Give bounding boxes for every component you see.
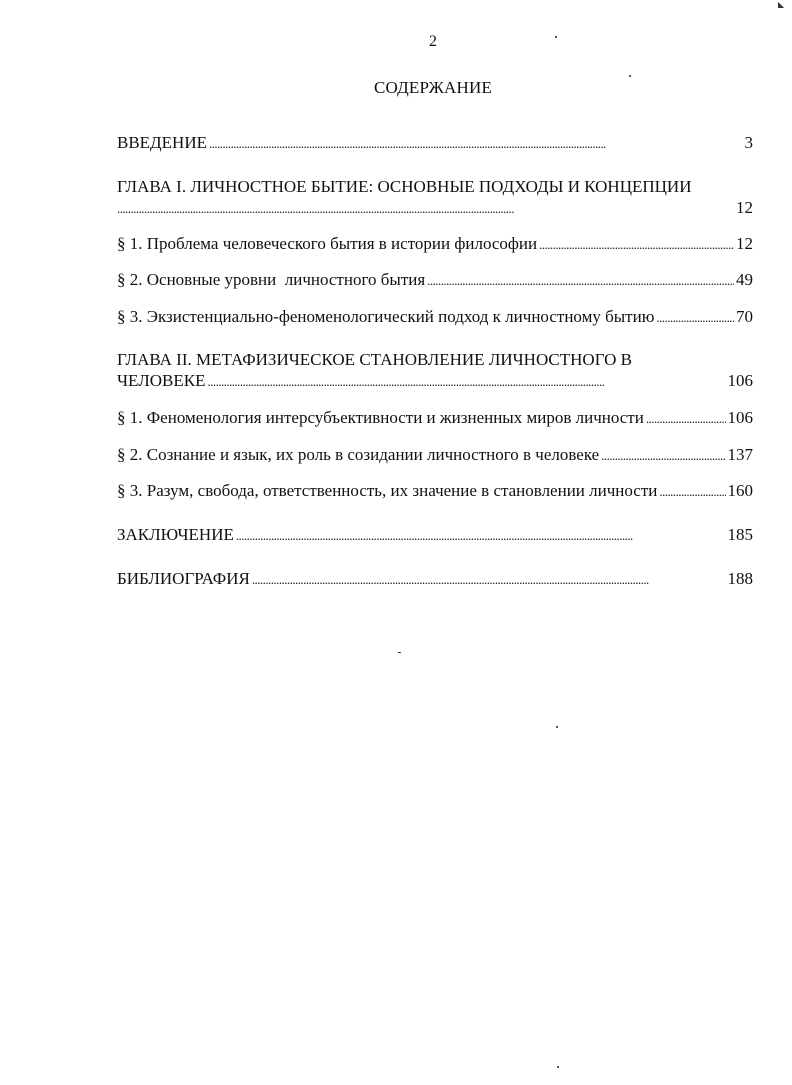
toc-entry-page: 106 [727,371,753,390]
toc-entry-page: 3 [744,133,753,152]
dot-leader [646,408,726,429]
toc-entry-label: § 3. Разум, свобода, ответственность, их значение в становлении личности [117,481,658,500]
dot-leader [209,133,743,154]
toc-entry-conclusion[interactable] [117,525,753,546]
toc-entry-bibliography[interactable] [117,569,753,590]
toc-entry-label: ЗАКЛЮЧЕНИЕ [117,525,234,544]
dot-leader [117,198,734,219]
toc-entry-label: § 3. Экзистенциально-феноменологический подход к личностному бытию [117,307,655,326]
toc-entry-chapter1-leader [117,198,753,219]
toc-entry-page: 188 [727,569,753,588]
toc-entry-intro[interactable] [117,133,753,154]
dot-leader [601,445,725,466]
toc-entry-label: § 2. Сознание и язык, их роль в созидании личностного в человеке [117,445,600,464]
toc-entry-ch2-sec1[interactable] [117,408,753,429]
toc-entry-page: 160 [727,481,753,500]
dot-leader [656,307,734,328]
scan-speck [556,726,558,728]
toc-entry-ch1-sec3[interactable] [117,307,753,328]
dot-leader [252,569,726,590]
toc-entry-page: 12 [736,198,753,217]
toc-entry-chapter2[interactable] [117,371,753,392]
toc-entry-ch2-sec3[interactable] [117,481,753,502]
toc-entry-chapter2-title[interactable]: ГЛАВА II. МЕТАФИЗИЧЕСКОЕ СТАНОВЛЕНИЕ ЛИЧНОСТНОГО В [117,350,632,369]
dot-leader [427,270,734,291]
toc-entry-page: 185 [727,525,753,544]
dot-leader [236,525,726,546]
toc-entry-label: § 2. Основные уровни личностного бытия [117,270,426,289]
toc-heading: СОДЕРЖАНИЕ [373,78,493,97]
dot-leader [207,371,725,392]
scan-speck [629,75,631,77]
scan-speck [557,1066,559,1068]
toc-entry-label: БИБЛИОГРАФИЯ [117,569,250,588]
dot-leader [539,234,734,255]
toc-entry-page: 49 [736,270,753,289]
toc-entry-ch2-sec2[interactable] [117,445,753,466]
toc-entry-label: ЧЕЛОВЕКЕ [117,371,206,390]
toc-entry-chapter1-title[interactable]: ГЛАВА I. ЛИЧНОСТНОЕ БЫТИЕ: ОСНОВНЫЕ ПОДХОДЫ И КОНЦЕПЦИИ [117,177,692,196]
toc-entry-page: 137 [727,445,753,464]
scan-corner-mark: ◣ [778,0,785,9]
page-number: 2 [429,33,437,50]
toc-entry-page: 70 [736,307,753,326]
toc-entry-page: 12 [736,234,753,253]
toc-entry-label: ВВЕДЕНИЕ [117,133,207,152]
toc-entry-page: 106 [727,408,753,427]
toc-entry-ch1-sec2[interactable] [117,270,753,291]
toc-entry-label: § 1. Проблема человеческого бытия в истории философии [117,234,538,253]
dot-leader [659,481,725,502]
scan-speck [555,36,557,38]
toc-entry-ch1-sec1[interactable] [117,234,753,255]
toc-entry-label: § 1. Феноменология интерсубъективности и жизненных миров личности [117,408,644,427]
scan-speck [398,652,401,653]
